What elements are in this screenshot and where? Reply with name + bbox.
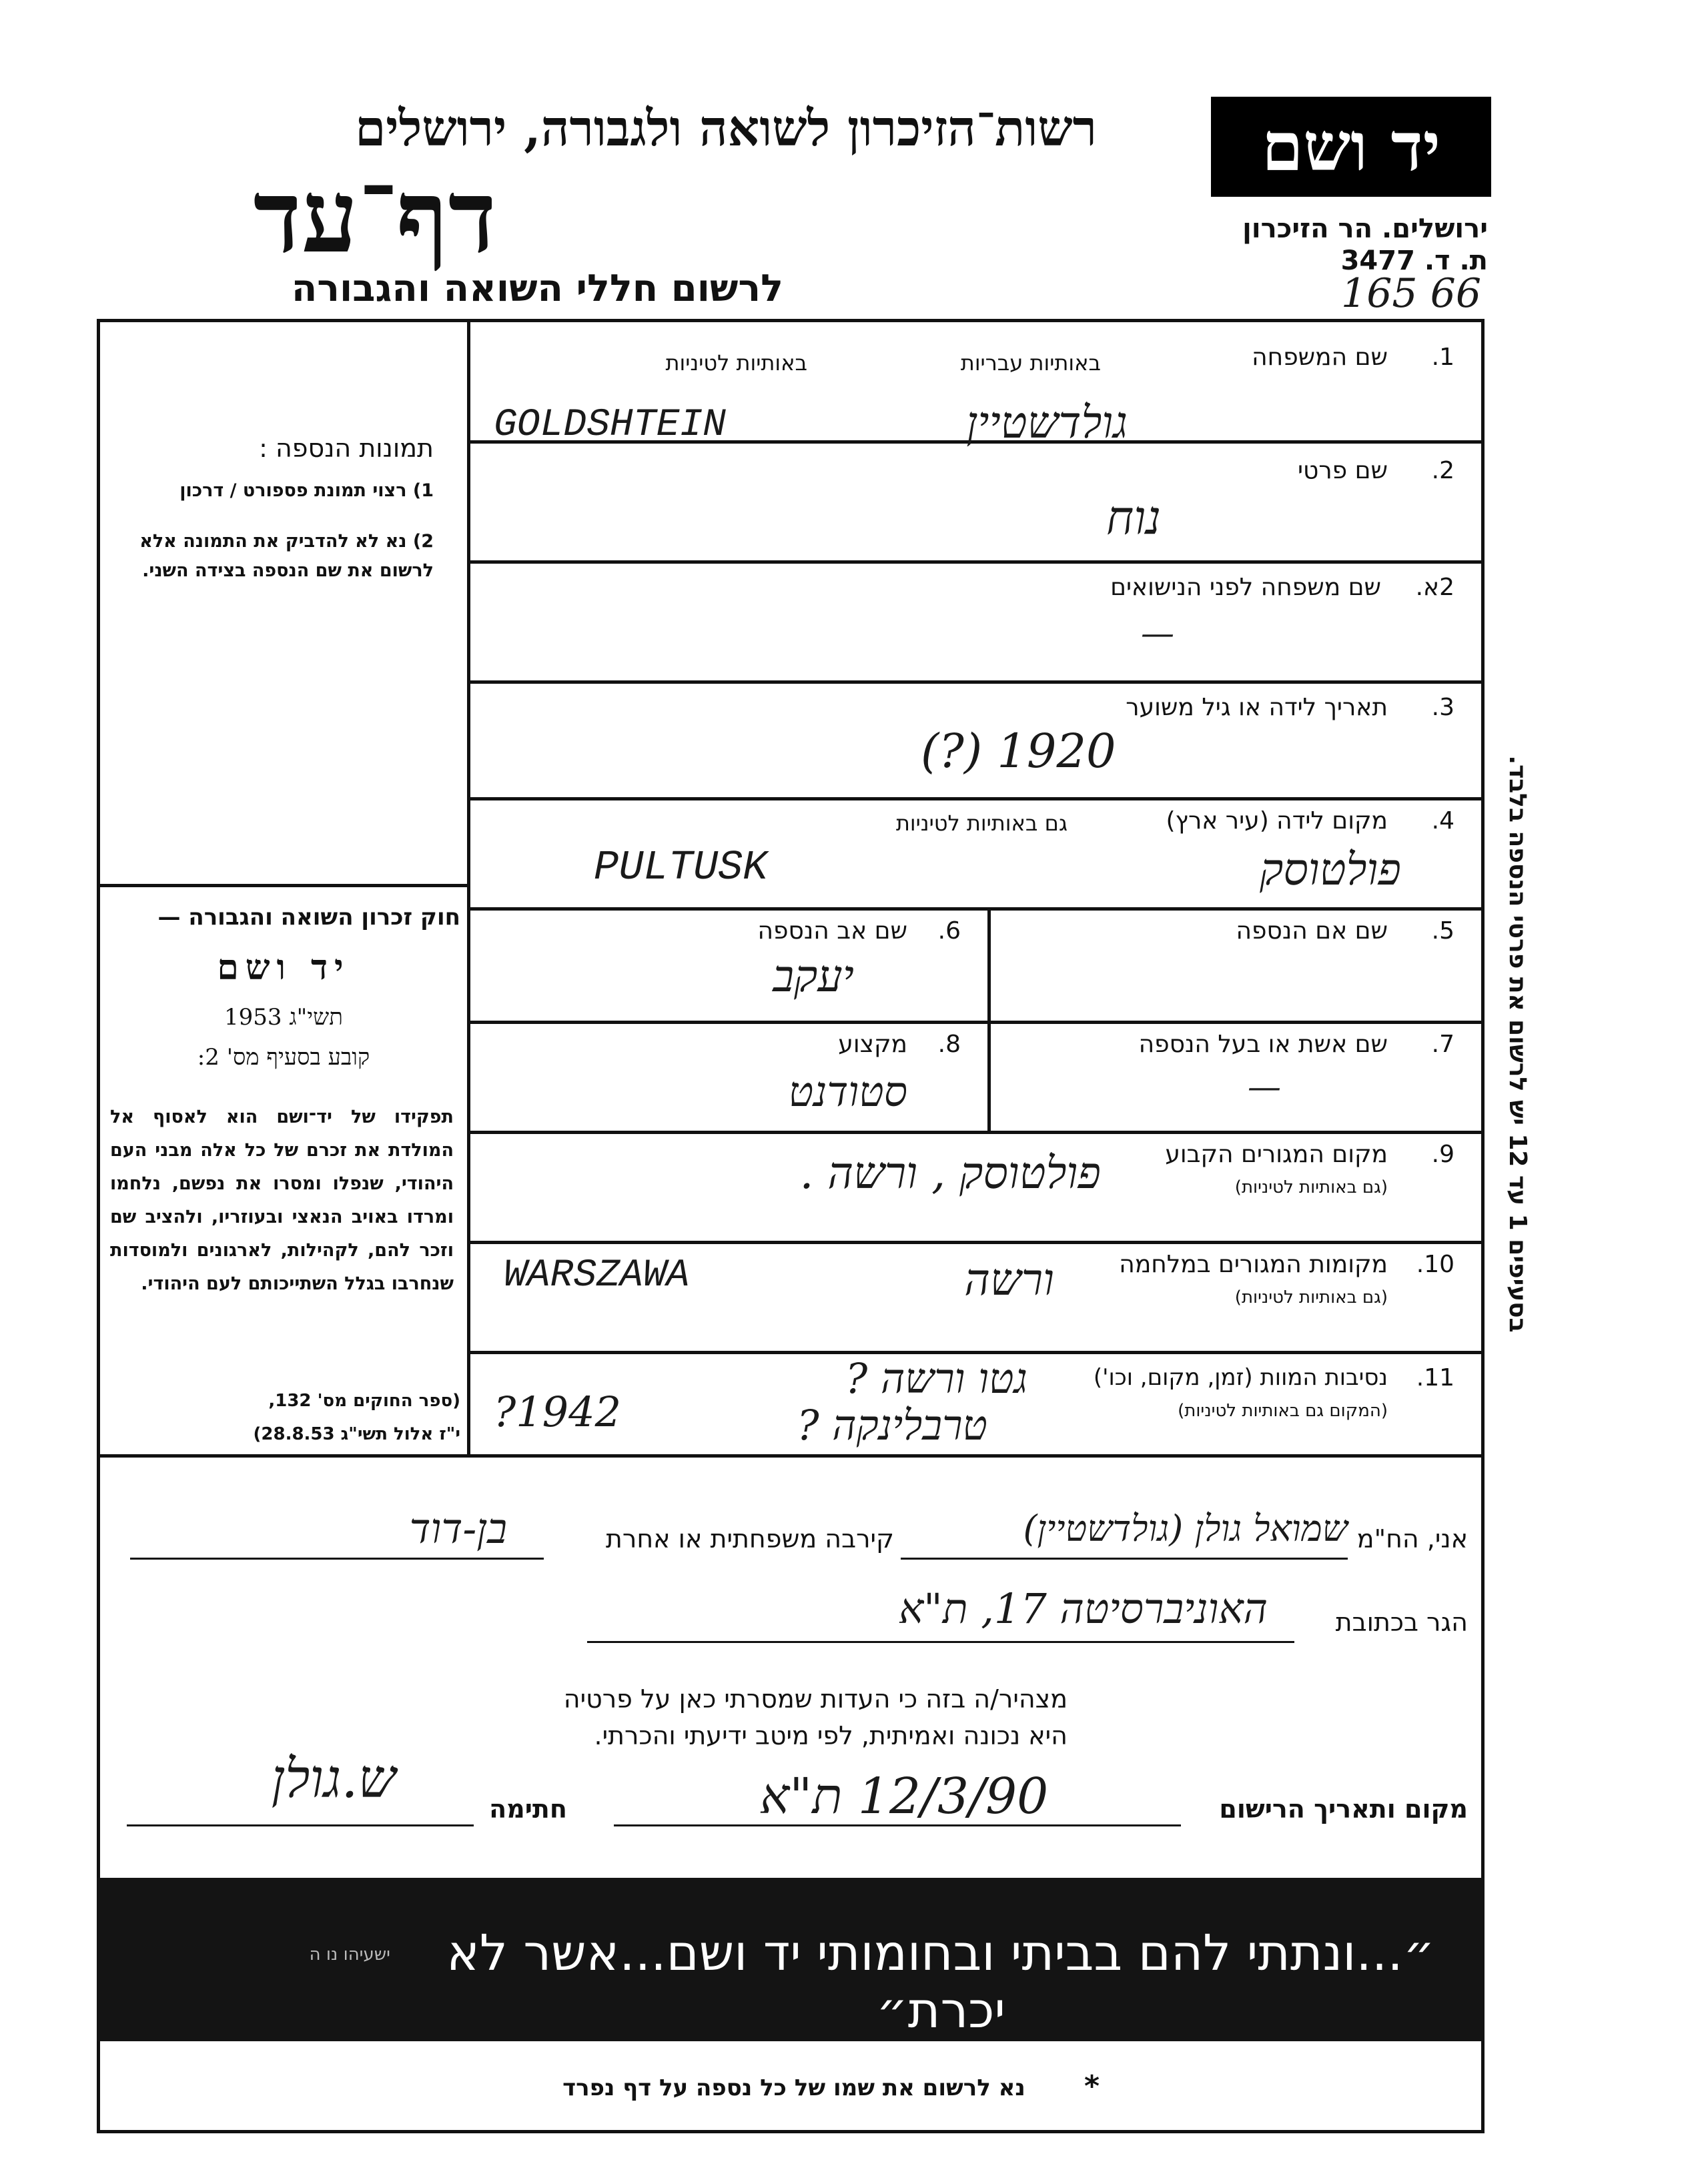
death-year-value: ?1942 [494, 1388, 622, 1436]
row-divider [467, 680, 1485, 684]
page-subtitle: לרשום חללי השואה והגבורה [291, 267, 783, 310]
law-text: תפקידו של יד־ושם הוא לאסוף אל המולדת את זכרם של כל אלה מבני העם היהודי, שנפלו ומסרו את נפשם, נלחמו ומרדו באויב הנאצי ובעוזריו, ולהציב שם וזכר להם, לקהילות, לארגונים ולמוסדות שנחרבו בגלל השתייכותם לעם היהודי. [110, 1107, 454, 1294]
field-9-number: 9. [1431, 1141, 1454, 1168]
field-1-label: שם המשפחה [1252, 344, 1388, 371]
field-2-number: 2. [1431, 457, 1454, 484]
field-7-number: 7. [1431, 1031, 1454, 1058]
law-name: יד ושם [217, 947, 350, 988]
law-box-divider [97, 884, 470, 887]
signature-line [127, 1824, 474, 1826]
field-8-number: 8. [937, 1031, 961, 1058]
row-split-divider [987, 907, 991, 1021]
field-11-sub: (המקום גם באותיות לטיניות) [1178, 1401, 1388, 1421]
field-4-label: מקום לידה (עיר ארץ) [1166, 807, 1388, 835]
side-note: בסעיפים 1 עד 12 יש לרשום את פרטי הנספה בלבד. [1504, 755, 1531, 1333]
row-split-divider [987, 1021, 991, 1131]
banner-source: ישעיהו נו ה [309, 1945, 390, 1965]
statement-line-1: מצהיר/ה בזה כי העדות שמסרתי כאן על פרטיה [563, 1684, 1068, 1714]
field-5-label: שם אם הנספה [1236, 917, 1388, 945]
field-10-number: 10. [1416, 1251, 1454, 1278]
signer-name-line [901, 1558, 1348, 1560]
declaration-ani: אני, הח"מ [1356, 1524, 1468, 1554]
field-2-label: שם פרטי [1297, 457, 1388, 484]
field-7-label: שם אשת או בעל הנספה [1138, 1031, 1388, 1058]
field-6-number: 6. [937, 917, 961, 945]
field-6-label: שם אב הנספה [757, 917, 907, 945]
place-date-value: 12/3/90 ת"א [759, 1768, 1049, 1825]
field-1-sub-latin: באותיות לטיניות [665, 350, 807, 376]
banner-quote: ״...ונתתי להם בביתי ובחומותי יד ושם...אשר לא יכרת״ [446, 1925, 1435, 2039]
row-divider [467, 560, 1485, 564]
law-source-2: י"ז אלול תשי"ג 28.8.53) [253, 1424, 460, 1444]
death-place-value: גטו ורשה ? [845, 1354, 1027, 1403]
field-11-number: 11. [1416, 1364, 1454, 1392]
quote-banner [97, 1878, 1485, 2041]
field-4-number: 4. [1431, 807, 1454, 835]
photo-box-title: תמונות הנספה : [259, 434, 434, 463]
birthplace-latin-value: PULTUSK [594, 844, 768, 891]
yad-vashem-logo [1211, 97, 1491, 197]
photo-note-2: 2) נא לא להדביק את התמונה אלא לרשום את שם הנספה בצידה השני. [139, 531, 434, 581]
row-divider [467, 1131, 1485, 1134]
field-3-number: 3. [1431, 694, 1454, 721]
place-date-label: מקום ותאריך הרישום [1219, 1794, 1468, 1824]
surname-hebrew-value: גולדשטיין [966, 397, 1128, 448]
relation-label: קירבה משפחתית או אחרת [605, 1524, 894, 1554]
field-1-number: 1. [1431, 344, 1454, 371]
field-11-label: נסיבות המוות (זמן, מקום, וכו') [1093, 1364, 1388, 1391]
surname-latin-value: GOLDSHTEIN [494, 404, 727, 447]
spouse-name-value: — [1248, 1067, 1281, 1106]
statement-line-2: היא נכונה ואמיתית, לפי מיטב ידיעתי והכרתי. [594, 1721, 1068, 1750]
field-1-sub-hebrew: באותיות עבריות [960, 350, 1101, 376]
footer-bullet: * [1084, 2069, 1100, 2103]
relation-line [130, 1558, 544, 1560]
row-divider [467, 1021, 1485, 1024]
field-9-label: מקום המגורים הקבוע [1165, 1141, 1388, 1168]
signer-name-value: שמואל גולן (גולדשטיין) [1023, 1508, 1348, 1550]
address-label: הגר בכתובת [1335, 1608, 1468, 1637]
field-2a-number: 2א. [1415, 574, 1454, 601]
maiden-name-value: — [1141, 614, 1174, 652]
field-9-sub: (גם באותיות לטיניות) [1234, 1177, 1388, 1197]
field-5-number: 5. [1431, 917, 1454, 945]
death-place-value-2: טרבלינקה ? [797, 1401, 987, 1450]
signature-label: חתימה [489, 1794, 567, 1824]
relation-value: בן-דוד [409, 1504, 507, 1553]
law-clause: קובע בסעיף מס' 2: [197, 1044, 370, 1071]
profession-value: סטודנט [788, 1067, 907, 1116]
field-3-label: תאריך לידה או גיל משוער [1126, 694, 1388, 721]
address-line-2: ת. ד. 3477 [1340, 245, 1488, 276]
left-column-divider [467, 320, 470, 1454]
logo-text: יד ושם [1262, 107, 1440, 186]
row-divider [467, 907, 1485, 911]
page-title: דף־עד [253, 158, 496, 276]
birth-date-value: (?) 1920 [921, 724, 1116, 778]
address-line-1: ירושלים. הר הזיכרון [1242, 213, 1488, 244]
address-line [587, 1641, 1294, 1643]
witness-address-value: האוניברסיטה 17, ת"א [898, 1584, 1268, 1633]
field-4-sub-latin: גם באותיות לטיניות [895, 810, 1068, 836]
birthplace-hebrew-value: פולטוסק [1260, 844, 1401, 895]
field-10-label: מקומות המגורים במלחמה [1119, 1251, 1388, 1278]
field-8-label: מקצוע [838, 1031, 907, 1058]
father-name-value: יעקב [773, 951, 854, 1002]
photo-note-1: 1) רצוי תמונת פספורט / דרכון [179, 480, 434, 501]
field-10-sub: (גם באותיות לטיניות) [1234, 1287, 1388, 1307]
footer-note: נא לרשום את שמו של כל נספה על דף נפרד [562, 2075, 1025, 2101]
authority-title: רשות־הזיכרון לשואה ולגבורה, ירושלים [355, 100, 1097, 157]
law-year: תשי"ג 1953 [224, 1004, 343, 1031]
permanent-residence-value: פולטוסק , ורשה . [799, 1147, 1101, 1199]
handwritten-record-number: 165 66 [1341, 270, 1481, 317]
law-title: חוק זכרון השואה והגבורה — [157, 904, 460, 931]
first-name-value: נוח [1106, 490, 1161, 545]
wartime-residence-latin-value: WARSZAWA [504, 1254, 690, 1297]
row-divider [467, 797, 1485, 800]
declaration-divider [97, 1454, 1485, 1458]
field-2a-label: שם משפחה לפני הנישואים [1110, 574, 1381, 601]
law-source-1: (ספר החוקים מס' 132, [268, 1391, 460, 1411]
signature-value: ש.גולן [271, 1748, 396, 1810]
row-divider [467, 1241, 1485, 1244]
wartime-residence-hebrew-value: ורשה [964, 1254, 1054, 1305]
